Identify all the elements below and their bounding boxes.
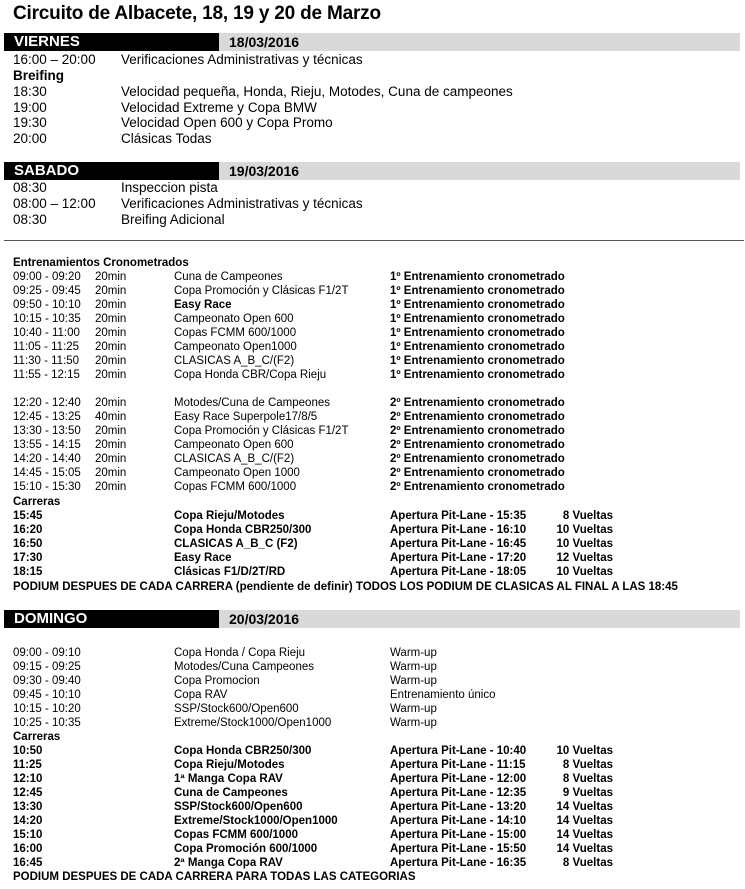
race-laps: 8 Vueltas bbox=[562, 773, 613, 785]
training-duration: 20min bbox=[95, 439, 127, 451]
race-time: 18:15 bbox=[13, 566, 43, 578]
sunday-date-label: 20/03/2016 bbox=[219, 610, 740, 628]
race-pitlane: Apertura Pit-Lane - 12:35 bbox=[390, 787, 527, 799]
warmup-time: 09:30 - 09:40 bbox=[13, 675, 81, 687]
training-time: 12:45 - 13:25 bbox=[13, 411, 81, 423]
race-pitlane: Apertura Pit-Lane - 16:35 bbox=[390, 857, 527, 869]
section-divider bbox=[4, 240, 744, 241]
race-laps: 14 Vueltas bbox=[556, 815, 613, 827]
training-session: 2º Entrenamiento cronometrado bbox=[390, 481, 565, 493]
warmup-category: SSP/Stock600/Open600 bbox=[174, 703, 299, 715]
training-session: 1º Entrenamiento cronometrado bbox=[390, 355, 565, 367]
training-session: 1º Entrenamiento cronometrado bbox=[390, 271, 565, 283]
race-time: 14:20 bbox=[13, 815, 43, 827]
race-laps: 12 Vueltas bbox=[556, 552, 613, 564]
warmup-category: Copa Promocion bbox=[174, 675, 260, 687]
training-duration: 20min bbox=[95, 397, 127, 409]
race-time: 16:00 bbox=[13, 843, 43, 855]
training-category: Cuna de Campeones bbox=[174, 271, 283, 283]
training-session: 2º Entrenamiento cronometrado bbox=[390, 397, 565, 409]
race-laps: 9 Vueltas bbox=[562, 787, 613, 799]
training-category: Campeonato Open1000 bbox=[174, 341, 297, 353]
race-category: Copa Honda CBR250/300 bbox=[174, 745, 312, 757]
race-pitlane: Apertura Pit-Lane - 10:40 bbox=[390, 745, 527, 757]
training-duration: 20min bbox=[95, 369, 127, 381]
race-laps: 10 Vueltas bbox=[556, 745, 613, 757]
training-time: 11:05 - 11:25 bbox=[13, 341, 80, 353]
training-duration: 20min bbox=[95, 313, 127, 325]
training-category: Easy Race bbox=[174, 299, 232, 311]
race-laps: 14 Vueltas bbox=[556, 801, 613, 813]
friday-date-label: 18/03/2016 bbox=[219, 33, 740, 51]
training-time: 09:50 - 10:10 bbox=[13, 299, 81, 311]
training-category: Copa Honda CBR/Copa Rieju bbox=[174, 369, 327, 381]
race-laps: 14 Vueltas bbox=[556, 829, 613, 841]
training-session: 1º Entrenamiento cronometrado bbox=[390, 299, 565, 311]
warmup-session: Warm-up bbox=[390, 647, 437, 659]
warmup-category: Copa Honda / Copa Rieju bbox=[174, 647, 306, 659]
race-pitlane: Apertura Pit-Lane - 15:50 bbox=[390, 843, 527, 855]
race-category: Copa Honda CBR250/300 bbox=[174, 524, 312, 536]
race-pitlane: Apertura Pit-Lane - 16:45 bbox=[390, 538, 527, 550]
race-pitlane: Apertura Pit-Lane - 16:10 bbox=[390, 524, 527, 536]
race-time: 15:45 bbox=[13, 510, 43, 522]
training-session: 1º Entrenamiento cronometrado bbox=[390, 369, 565, 381]
training-duration: 20min bbox=[95, 327, 127, 339]
race-time: 11:25 bbox=[13, 759, 42, 771]
training-time: 13:55 - 14:15 bbox=[13, 439, 81, 451]
warmup-time: 09:15 - 09:25 bbox=[13, 661, 81, 673]
race-laps: 10 Vueltas bbox=[556, 524, 613, 536]
training-category: Copa Promoción y Clásicas F1/2T bbox=[174, 425, 349, 437]
race-time: 16:45 bbox=[13, 857, 43, 869]
race-pitlane: Apertura Pit-Lane - 13:20 bbox=[390, 801, 527, 813]
race-time: 16:20 bbox=[13, 524, 43, 536]
training-time: 12:20 - 12:40 bbox=[13, 397, 81, 409]
training-category: Campeonato Open 600 bbox=[174, 439, 294, 451]
training-duration: 20min bbox=[95, 425, 127, 437]
friday-header bbox=[4, 33, 740, 51]
training-category: Motodes/Cuna de Campeones bbox=[174, 397, 330, 409]
training-category: Copas FCMM 600/1000 bbox=[174, 481, 297, 493]
race-pitlane: Apertura Pit-Lane - 15:00 bbox=[390, 829, 527, 841]
training-duration: 20min bbox=[95, 285, 127, 297]
training-session: 2º Entrenamiento cronometrado bbox=[390, 439, 565, 451]
race-pitlane: Apertura Pit-Lane - 15:35 bbox=[390, 510, 527, 522]
training-session: 2º Entrenamiento cronometrado bbox=[390, 411, 565, 423]
training-duration: 20min bbox=[95, 481, 127, 493]
training-duration: 20min bbox=[95, 341, 127, 353]
race-time: 12:10 bbox=[13, 773, 43, 785]
race-laps: 10 Vueltas bbox=[556, 566, 613, 578]
race-pitlane: Apertura Pit-Lane - 12:00 bbox=[390, 773, 527, 785]
race-category: Extreme/Stock1000/Open1000 bbox=[174, 815, 338, 827]
race-category: SSP/Stock600/Open600 bbox=[174, 801, 303, 813]
training-time: 10:15 - 10:35 bbox=[13, 313, 81, 325]
race-laps: 8 Vueltas bbox=[562, 759, 613, 771]
warmup-time: 09:45 - 10:10 bbox=[13, 689, 81, 701]
warmup-session: Warm-up bbox=[390, 675, 437, 687]
sunday-day-label: DOMINGO bbox=[4, 610, 219, 628]
training-category: Copas FCMM 600/1000 bbox=[174, 327, 297, 339]
training-session: 2º Entrenamiento cronometrado bbox=[390, 425, 565, 437]
training-duration: 20min bbox=[95, 453, 127, 465]
training-time: 10:40 - 11:00 bbox=[13, 327, 80, 339]
training-time: 11:30 - 11:50 bbox=[13, 355, 80, 367]
race-category: 2ª Manga Copa RAV bbox=[174, 857, 283, 869]
race-category: Clásicas F1/D/2T/RD bbox=[174, 566, 286, 578]
race-laps: 14 Vueltas bbox=[556, 843, 613, 855]
race-laps: 8 Vueltas bbox=[562, 510, 613, 522]
training-session: 2º Entrenamiento cronometrado bbox=[390, 467, 565, 479]
training-session: 1º Entrenamiento cronometrado bbox=[390, 341, 565, 353]
training-category: Easy Race Superpole17/8/5 bbox=[174, 411, 318, 423]
training-category: CLASICAS A_B_C/(F2) bbox=[174, 355, 295, 367]
warmup-category: Motodes/Cuna Campeones bbox=[174, 661, 314, 673]
race-pitlane: Apertura Pit-Lane - 11:15 bbox=[390, 759, 526, 771]
warmup-session: Warm-up bbox=[390, 661, 437, 673]
warmup-time: 10:15 - 10:20 bbox=[13, 703, 81, 715]
race-category: Easy Race bbox=[174, 552, 232, 564]
race-pitlane: Apertura Pit-Lane - 17:20 bbox=[390, 552, 527, 564]
race-category: Copa Promoción 600/1000 bbox=[174, 843, 318, 855]
race-category: CLASICAS A_B_C (F2) bbox=[174, 538, 298, 550]
race-pitlane: Apertura Pit-Lane - 18:05 bbox=[390, 566, 527, 578]
training-time: 14:45 - 15:05 bbox=[13, 467, 81, 479]
race-time: 17:30 bbox=[13, 552, 43, 564]
race-time: 16:50 bbox=[13, 538, 43, 550]
saturday-header bbox=[4, 162, 740, 180]
training-duration: 40min bbox=[95, 411, 127, 423]
training-time: 13:30 - 13:50 bbox=[13, 425, 81, 437]
race-laps: 8 Vueltas bbox=[562, 857, 613, 869]
warmup-session: Warm-up bbox=[390, 717, 437, 729]
training-duration: 20min bbox=[95, 467, 127, 479]
race-time: 10:50 bbox=[13, 745, 43, 757]
training-duration: 20min bbox=[95, 271, 127, 283]
race-category: Copa Rieju/Motodes bbox=[174, 510, 285, 522]
race-category: Cuna de Campeones bbox=[174, 787, 288, 799]
warmup-time: 09:00 - 09:10 bbox=[13, 647, 81, 659]
training-time: 11:55 - 12:15 bbox=[13, 369, 80, 381]
saturday-day-label: SABADO bbox=[4, 162, 219, 180]
race-category: Copas FCMM 600/1000 bbox=[174, 829, 298, 841]
warmup-session: Entrenamiento único bbox=[390, 689, 496, 701]
training-session: 1º Entrenamiento cronometrado bbox=[390, 285, 565, 297]
training-category: Campeonato Open 1000 bbox=[174, 467, 300, 479]
training-time: 15:10 - 15:30 bbox=[13, 481, 81, 493]
training-time: 09:25 - 09:45 bbox=[13, 285, 81, 297]
race-laps: 10 Vueltas bbox=[556, 538, 613, 550]
race-pitlane: Apertura Pit-Lane - 14:10 bbox=[390, 815, 527, 827]
training-session: 2º Entrenamiento cronometrado bbox=[390, 453, 565, 465]
race-category: 1ª Manga Copa RAV bbox=[174, 773, 283, 785]
warmup-time: 10:25 - 10:35 bbox=[13, 717, 81, 729]
race-time: 15:10 bbox=[13, 829, 43, 841]
race-time: 13:30 bbox=[13, 801, 43, 813]
training-category: Campeonato Open 600 bbox=[174, 313, 294, 325]
training-session: 1º Entrenamiento cronometrado bbox=[390, 327, 565, 339]
training-time: 14:20 - 14:40 bbox=[13, 453, 81, 465]
race-category: Copa Rieju/Motodes bbox=[174, 759, 285, 771]
warmup-category: Extreme/Stock1000/Open1000 bbox=[174, 717, 332, 729]
training-duration: 20min bbox=[95, 299, 127, 311]
training-category: Copa Promoción y Clásicas F1/2T bbox=[174, 285, 349, 297]
race-time: 12:45 bbox=[13, 787, 43, 799]
warmup-session: Warm-up bbox=[390, 703, 437, 715]
warmup-category: Copa RAV bbox=[174, 689, 228, 701]
training-session: 1º Entrenamiento cronometrado bbox=[390, 313, 565, 325]
saturday-date-label: 19/03/2016 bbox=[219, 162, 740, 180]
training-duration: 20min bbox=[95, 355, 127, 367]
friday-day-label: VIERNES bbox=[4, 33, 219, 51]
document-title: Circuito de Albacete, 18, 19 y 20 de Marzo bbox=[13, 3, 381, 24]
training-category: CLASICAS A_B_C/(F2) bbox=[174, 453, 295, 465]
training-time: 09:00 - 09:20 bbox=[13, 271, 81, 283]
sunday-header bbox=[4, 610, 740, 628]
